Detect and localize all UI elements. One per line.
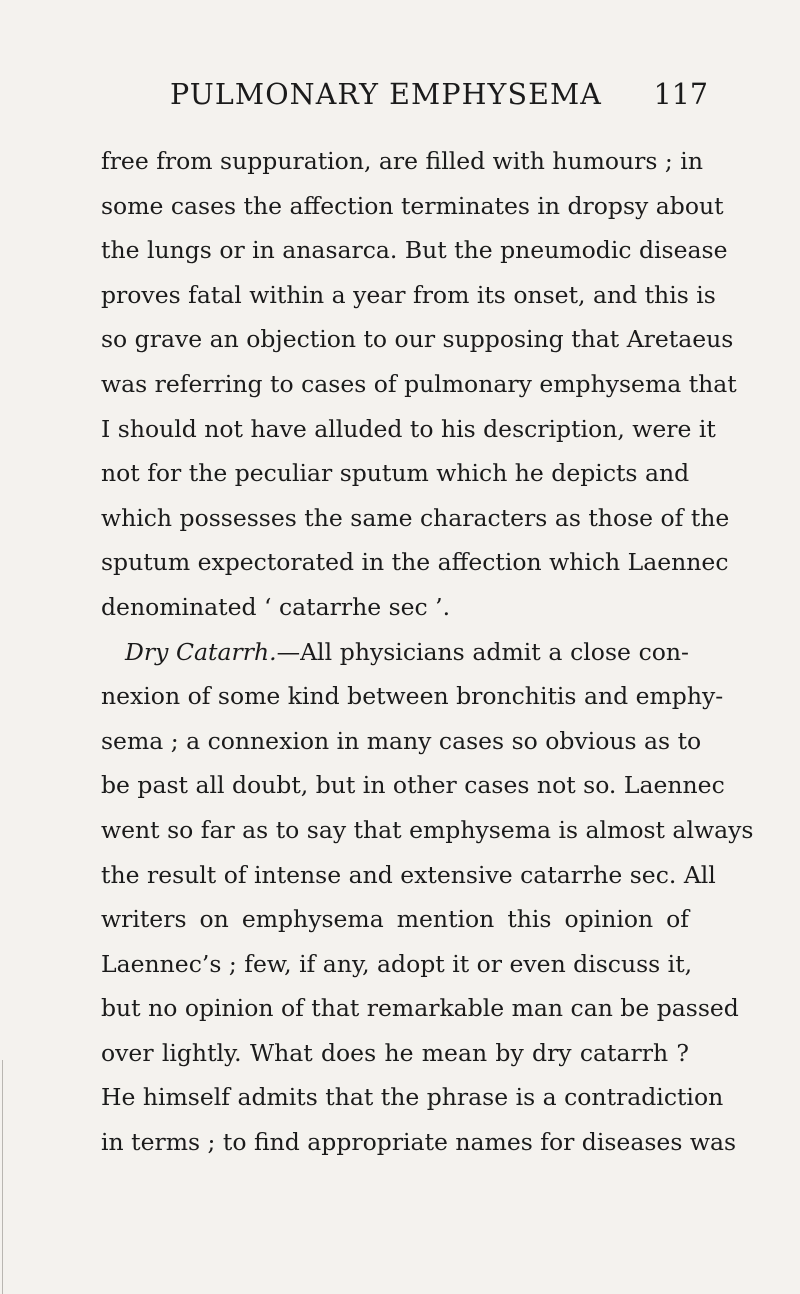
text-line: proves fatal within a year from its onset, and this is xyxy=(101,280,716,309)
scan-edge-line xyxy=(2,1060,3,1294)
text-line: was referring to cases of pulmonary emphysema that xyxy=(101,369,737,398)
text-line: in terms ; to find appropriate names for diseases was xyxy=(101,1128,737,1157)
text-line: sputum expectorated in the affection which Laennec xyxy=(101,548,729,577)
text-line: Laennec’s ; few, if any, adopt it or even discuss it, xyxy=(101,949,693,978)
text-line: not for the peculiar sputum which he depicts and xyxy=(101,459,690,488)
text-line: sema ; a connexion in many cases so obvious as to xyxy=(101,726,702,755)
text-line: writers on emphysema mention this opinion of xyxy=(101,905,689,934)
text-line: which possesses the same characters as those of the xyxy=(101,503,730,532)
text-line: over lightly. What does he mean by dry catarrh ? xyxy=(101,1038,689,1067)
text-line: the lungs or in anasarca. But the pneumodic disease xyxy=(101,236,728,265)
text-line: some cases the affection terminates in dropsy about xyxy=(101,191,724,220)
text-line: but no opinion of that remarkable man can be passed xyxy=(101,994,739,1023)
text-line: denominated ‘ catarrhe sec ’. xyxy=(101,592,451,621)
text-line-rest: —All physicians admit a close con- xyxy=(276,637,689,666)
running-head: PULMONARY EMPHYSEMA xyxy=(170,78,602,111)
text-line: so grave an objection to our supposing that Aretaeus xyxy=(101,325,734,354)
text-line: free from suppuration, are filled with humours ; in xyxy=(101,147,703,175)
body-text xyxy=(101,139,754,1165)
text-line: He himself admits that the phrase is a contradiction xyxy=(101,1083,724,1112)
page-header xyxy=(170,78,708,118)
text-line: be past all doubt, but in other cases not so. Laennec xyxy=(101,771,725,800)
text-line: nexion of some kind between bronchitis and emphy- xyxy=(101,682,724,711)
paragraph-first-line xyxy=(101,630,689,675)
page-number: 117 xyxy=(653,78,708,111)
text-line: I should not have alluded to his description, were it xyxy=(101,414,716,443)
text-line: went so far as to say that emphysema is almost always xyxy=(101,815,754,844)
text-line: the result of intense and extensive catarrhe sec. All xyxy=(101,860,716,889)
section-heading: Dry Catarrh. xyxy=(125,637,277,666)
